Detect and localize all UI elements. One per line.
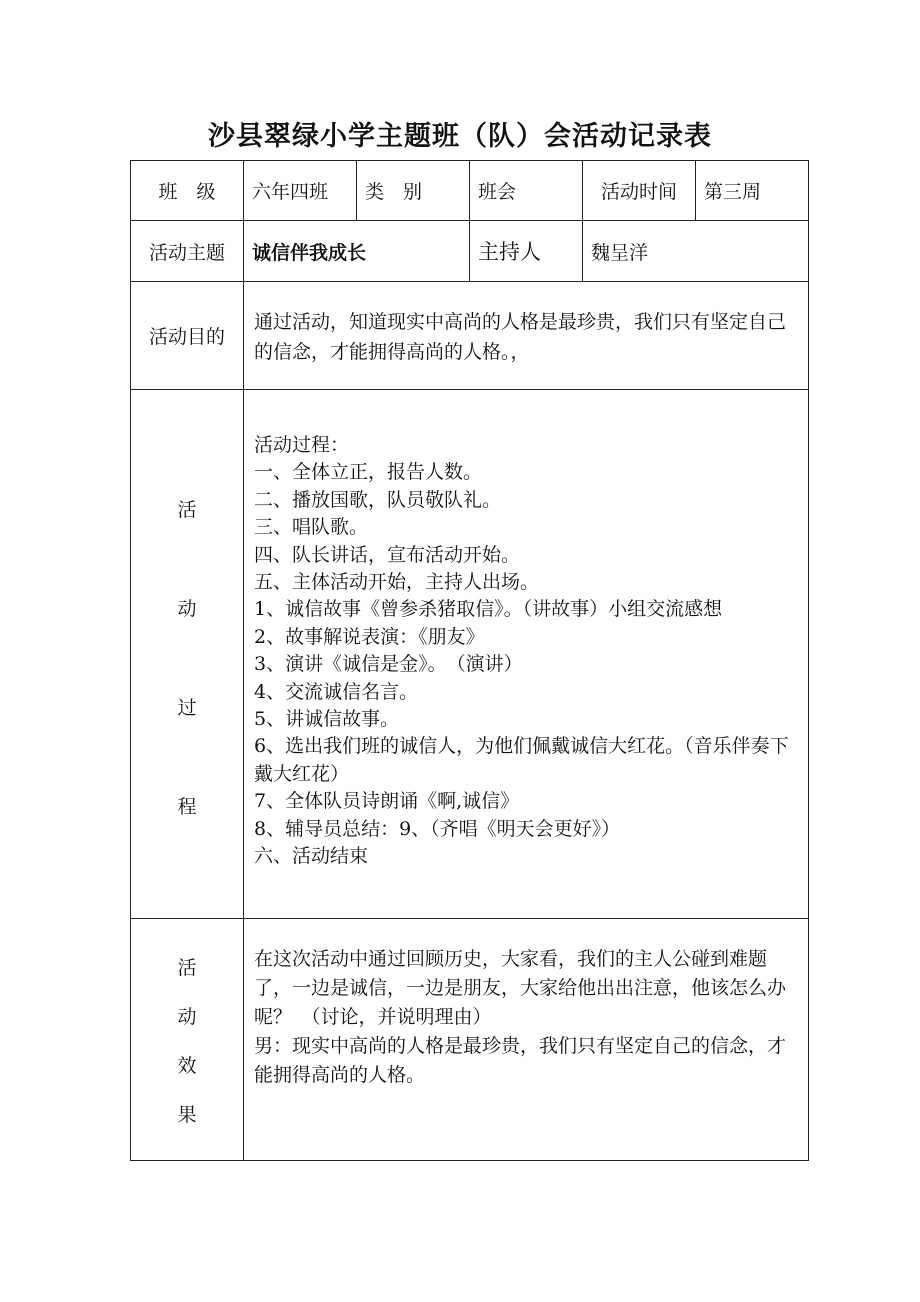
process-content xyxy=(244,390,809,919)
process-line: 2、故事解说表演：《朋友》 xyxy=(254,625,485,648)
effect-paragraph: 男：现实中高尚的人格是最珍贵，我们只有坚定自己的信念，才能拥得高尚的人格。 xyxy=(254,1035,787,1086)
process-line: 8、辅导员总结：9、（齐唱《明天会更好》） xyxy=(254,817,621,840)
row-class-info xyxy=(131,161,809,221)
purpose-label: 活动目的 xyxy=(131,282,244,390)
effect-label xyxy=(131,919,244,1161)
process-line: 3、演讲《诚信是金》。 （演讲） xyxy=(254,653,523,676)
theme-label: 活动主题 xyxy=(131,221,244,282)
process-line: 六、活动结束 xyxy=(254,845,369,868)
record-table xyxy=(130,160,809,1161)
class-value: 六年四班 xyxy=(244,161,357,221)
effect-label-char: 动 xyxy=(177,1005,197,1028)
process-line: 7、全体队员诗朗诵《啊,诚信》 xyxy=(254,790,520,813)
theme-value: 诚信伴我成长 xyxy=(244,221,470,282)
process-line: 5、讲诚信故事。 xyxy=(254,708,400,731)
class-label: 班 级 xyxy=(131,161,244,221)
process-label xyxy=(131,390,244,919)
host-value: 魏呈洋 xyxy=(583,221,809,282)
process-line: 一、全体立正，报告人数。 xyxy=(254,461,483,484)
process-label-char: 程 xyxy=(177,796,197,818)
row-effect xyxy=(131,919,809,1161)
process-line: 6、选出我们班的诚信人，为他们佩戴诚信大红花。（音乐伴奏下戴大红花） xyxy=(254,735,789,785)
category-value: 班会 xyxy=(470,161,583,221)
process-label-char: 过 xyxy=(177,697,197,719)
effect-label-char: 活 xyxy=(177,956,197,979)
time-value: 第三周 xyxy=(696,161,809,221)
row-process xyxy=(131,390,809,919)
time-label: 活动时间 xyxy=(583,161,696,221)
purpose-text: 通过活动，知道现实中高尚的人格是最珍贵，我们只有坚定自己的信念，才能拥得高尚的人格。， xyxy=(244,282,809,390)
row-purpose xyxy=(131,282,809,390)
process-line: 三、唱队歌。 xyxy=(254,516,369,539)
effect-paragraph: 在这次活动中通过回顾历史，大家看，我们的主人公碰到难题了，一边是诚信，一边是朋友，大家给他出出注意，他该怎么办呢？ （讨论，并说明理由） xyxy=(254,948,787,1028)
row-theme xyxy=(131,221,809,282)
process-label-char: 动 xyxy=(177,598,197,620)
category-label: 类 别 xyxy=(357,161,470,221)
process-label-char: 活 xyxy=(177,499,197,521)
effect-content xyxy=(244,919,809,1161)
process-line: 四、队长讲话，宣布活动开始。 xyxy=(254,543,521,566)
page-title: 沙县翠绿小学主题班（队）会活动记录表 xyxy=(208,121,712,152)
process-line: 1、诚信故事《曾参杀猪取信》。（讲故事）小组交流感想 xyxy=(254,598,723,621)
process-line: 二、播放国歌，队员敬队礼。 xyxy=(254,488,502,511)
process-line: 4、交流诚信名言。 xyxy=(254,680,419,703)
process-line: 五、主体活动开始，主持人出场。 xyxy=(254,571,540,594)
host-label: 主持人 xyxy=(470,221,583,282)
effect-label-char: 效 xyxy=(177,1054,197,1077)
process-line: 活动过程： xyxy=(254,434,350,456)
effect-label-char: 果 xyxy=(177,1103,197,1126)
